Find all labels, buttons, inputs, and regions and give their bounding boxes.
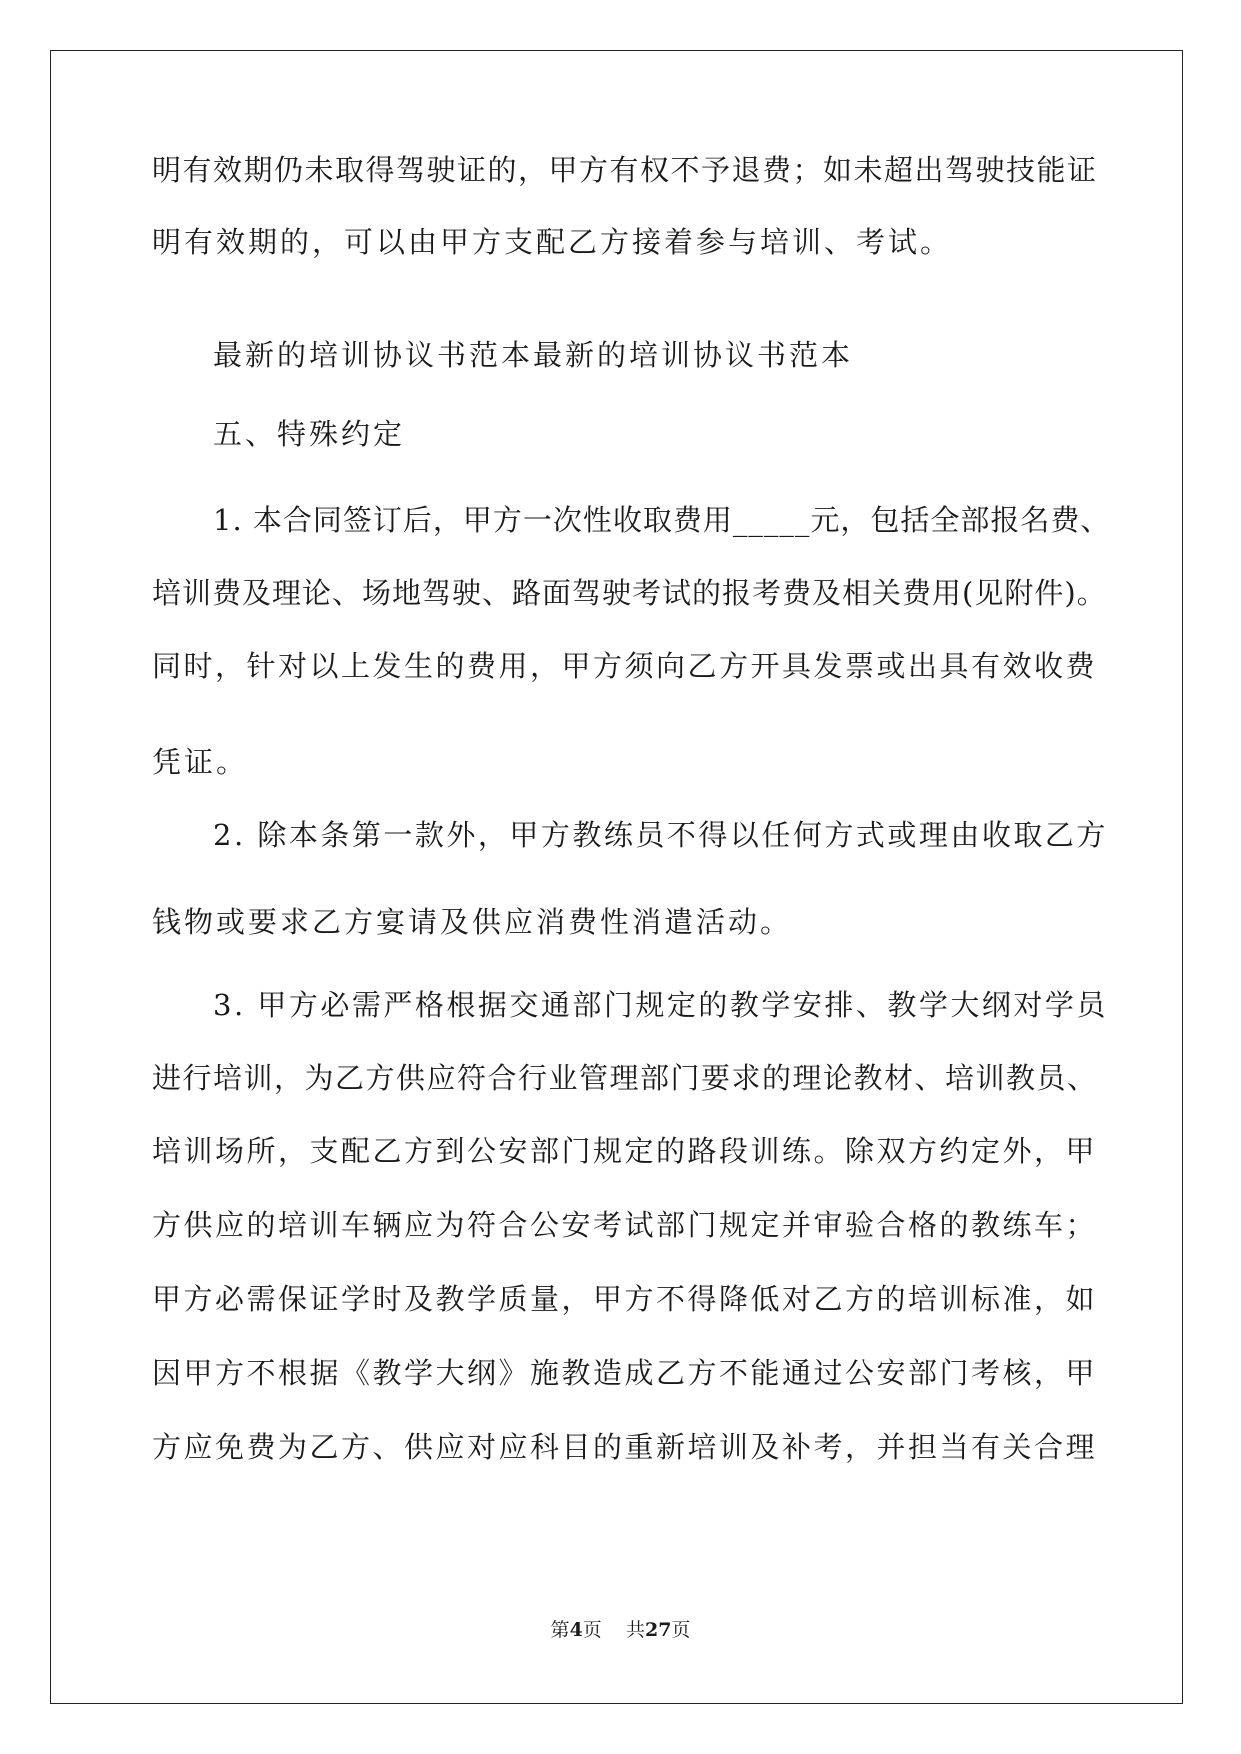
- text-line: 钱物或要求乙方宴请及供应消费性消遣活动。: [152, 905, 793, 939]
- text-line: 明有效期仍未取得驾驶证的，甲方有权不予退费；如未超出驾驶技能证: [152, 153, 1098, 187]
- page-footer: [0, 1618, 1241, 1642]
- footer-middle: 页 共: [582, 1619, 645, 1641]
- text-line: 3. 甲方必需严格根据交通部门规定的教学安排、教学大纲对学员: [213, 988, 1108, 1022]
- text-line: 最新的培训协议书范本最新的培训协议书范本: [213, 338, 854, 372]
- text-line: 明有效期的，可以由甲方支配乙方接着参与培训、考试。: [152, 225, 953, 259]
- text-line: 1. 本合同签订后，甲方一次性收取费用_____元，包括全部报名费、: [213, 503, 1111, 537]
- text-line: 培训场所，支配乙方到公安部门规定的路段训练。除双方约定外，甲: [152, 1134, 1098, 1168]
- text-line: 进行培训，为乙方供应符合行业管理部门要求的理论教材、培训教员、: [152, 1061, 1098, 1095]
- text-line: 培训费及理论、场地驾驶、路面驾驶考试的报考费及相关费用(见附件)。: [152, 576, 1107, 610]
- footer-prefix: 第: [550, 1619, 570, 1641]
- text-line: 同时，针对以上发生的费用，甲方须向乙方开具发票或出具有效收费: [152, 649, 1098, 683]
- text-line: 五、特殊约定: [213, 417, 406, 451]
- text-line: 方应免费为乙方、供应对应科目的重新培训及补考，并担当有关合理: [152, 1430, 1098, 1464]
- total-pages-number: 27: [644, 1619, 672, 1641]
- current-page-number: 4: [569, 1619, 583, 1641]
- text-line: 甲方必需保证学时及教学质量，甲方不得降低对乙方的培训标准，如: [152, 1282, 1098, 1316]
- text-line: 因甲方不根据《教学大纲》施教造成乙方不能通过公安部门考核，甲: [152, 1356, 1098, 1390]
- footer-suffix: 页: [671, 1619, 691, 1641]
- text-line: 2. 除本条第一款外，甲方教练员不得以任何方式或理由收取乙方: [213, 818, 1108, 852]
- text-line: 凭证。: [152, 745, 249, 779]
- text-line: 方供应的培训车辆应为符合公安考试部门规定并审验合格的教练车；: [152, 1208, 1098, 1242]
